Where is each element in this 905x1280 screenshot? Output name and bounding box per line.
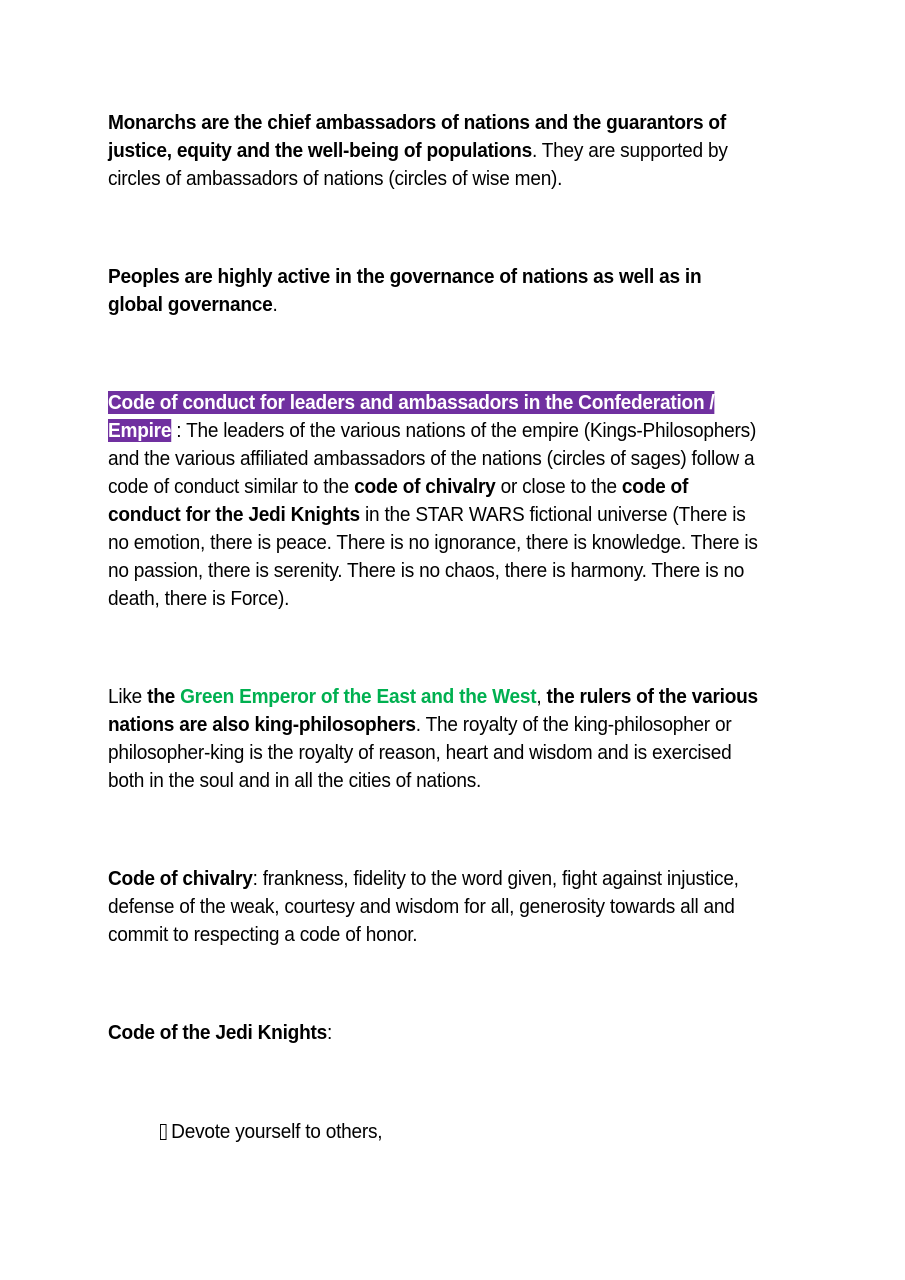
emperor-text-2: ,	[536, 685, 547, 708]
monarchs-text: . They are supported by circles of ambassadors of nations (circles of wise men).	[108, 139, 728, 190]
paragraph-monarchs	[108, 109, 759, 193]
missing-glyph-icon	[160, 1124, 167, 1140]
monarchs-bold-text: Monarchs are the chief ambassadors of nations and the guarantors of justice, equity and the well-being of populations	[108, 111, 726, 162]
green-emperor-text: Green Emperor of the East and the West	[180, 685, 537, 708]
peoples-bold-text: Peoples are highly active in the governance of nations as well as in global governance	[108, 265, 702, 316]
paragraph-green-emperor	[108, 683, 759, 795]
conduct-text-1: : The leaders of the various nations of the empire (Kings-Philosophers) and the various affiliated ambassadors of the nations (circles of sages) follow a code of conduct similar to the	[108, 419, 757, 498]
conduct-text-3: in the STAR WARS fictional universe (There is no emotion, there is peace. There is no ignorance, there is knowledge. There is no passion, there is serenity. There is no chaos, there is harmony. There is no death, there is Force).	[108, 503, 758, 610]
bullet-item-text: Devote yourself to others,	[171, 1120, 383, 1143]
paragraph-code-of-chivalry	[108, 865, 759, 949]
emperor-text-3: . The royalty of the king-philosopher or philosopher-king is the royalty of reason, heart and wisdom and is exercised both in the soul and in all the cities of nations.	[108, 713, 732, 792]
chivalry-text: : frankness, fidelity to the word given, fight against injustice, defense of the weak, courtesy and wisdom for all, generosity towards all and commit to respecting a code of honor.	[108, 867, 739, 946]
emperor-bold-the: the	[147, 685, 181, 708]
emperor-bold-rulers: the rulers of the various nations are also king-philosophers	[108, 685, 758, 736]
paragraph-jedi-code-heading	[108, 1019, 759, 1047]
chivalry-bold-text: Code of chivalry	[108, 867, 253, 890]
peoples-text: .	[272, 293, 278, 316]
jedi-code-colon: :	[326, 1021, 333, 1044]
code-of-conduct-highlight: Code of conduct for leaders and ambassadors in the Confederation / Empire	[108, 391, 715, 442]
jedi-code-bold-text: Code of the Jedi Knights	[108, 1021, 327, 1044]
conduct-text-2: or close to the	[495, 475, 622, 498]
paragraph-code-of-conduct	[108, 389, 759, 613]
bullet-item	[160, 1118, 382, 1146]
conduct-bold-jedi: code of conduct for the Jedi Knights	[108, 475, 689, 526]
emperor-text-1: Like	[108, 685, 148, 708]
paragraph-peoples	[108, 263, 759, 319]
conduct-bold-chivalry: code of chivalry	[354, 475, 496, 498]
